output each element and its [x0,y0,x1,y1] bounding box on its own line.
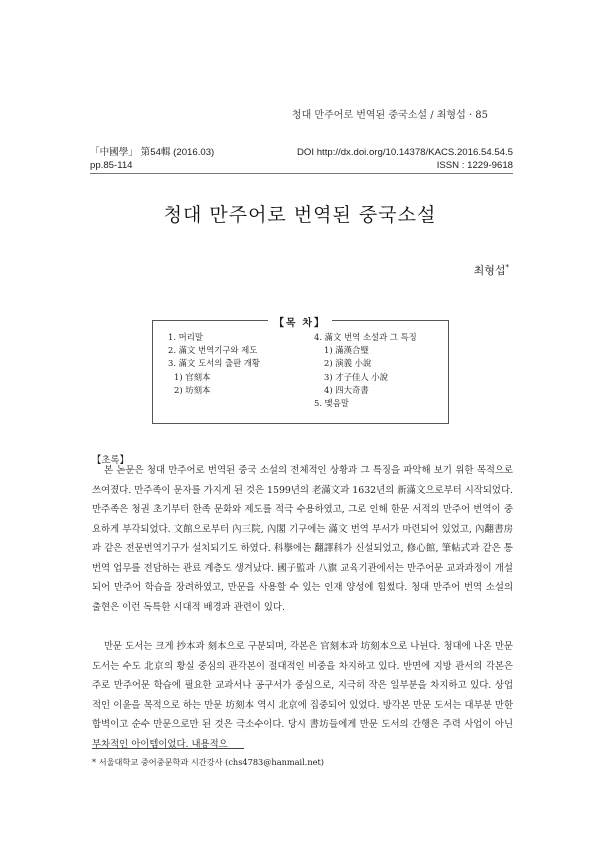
header-divider [90,173,513,174]
abstract-paragraph-2 [92,637,513,754]
abstract-paragraph-1 [92,461,513,617]
toc-subitem[interactable]: 2) 演義 小說 [324,358,372,369]
footnote-divider [92,748,244,749]
toc-item[interactable]: 4. 滿文 번역 소설과 그 특징 [314,332,417,342]
abstract-label: 【초록】 [92,455,129,466]
journal-info-right [297,146,513,172]
journal-pages: pp.85-114 [90,160,133,171]
paragraph-text: 본 논문은 청대 만주어로 번역된 중국 소설의 전체적인 상황과 그 특징을 파악해 보기 위한 목적으로 쓰여졌다. 만주족이 문자를 가지게 된 것은 1599년의 老滿文과 1632년의 新滿文으로부터 시작되었다. 만주족은 청권 초기부터 한족 문화와 제도를 적극 수용하였고, 그로 인해 한문 서적의 만주어 번역이 중요하게 부각되었다. 文館으로부터 內三院, 內閣 기구에는 滿文 번역 부서가 마련되어 있었고, 內翻書房과 같은 전문번역기구가 설치되기도 하였다. 科擧에는 翻譯科가 신설되었고, 修心館, 筆帖式과 같은 통번역 업무를 전담하는 관료 계층도 생겨났다. 國子監과 八旗 교육기관에서는 만주어문 교과과정이 개설되어 만주어 학습을 장려하였고, 만문을 사용할 수 있는 인재 양성에 힘썼다. 청대 만주어 번역 소설의 출현은 이런 독특한 시대적 배경과 관련이 있다. [92,465,513,613]
toc-subitem[interactable]: 4) 四大奇書 [324,384,369,395]
toc-item[interactable]: 2. 滿文 번역기구와 제도 [168,345,258,356]
paper-title: 청대 만주어로 번역된 중국소설 [163,204,437,226]
toc-item[interactable]: 5. 맺음말 [314,397,349,408]
toc-heading [0,311,600,330]
toc-subitem[interactable]: 3) 才子佳人 小說 [324,371,389,382]
paragraph-text: 만문 도서는 크게 抄本과 刻本으로 구분되며, 각본은 官刻本과 坊刻本으로 나뉜다. 청대에 나온 만문 도서는 수도 北京의 황실 중심의 관각본이 절대적인 비중을 차지하고 있다. 반면에 지방 관서의 각본은 주로 만주어문 학습에 필요한 교과서나 공구서가 중심으로, 지극히 작은 일부분을 차지하고 있다. 상업적인 이윤을 목적으로 하는 만문 坊刻本 역시 北京에 집중되어 있었다. 방각본 만문 도서는 대부분 만한합벽이고 순수 만문으로만 된 것은 극소수이다. 당시 書坊들에게 만문 도서의 간행은 주력 사업이 아닌 부차적인 아이템이었다. 내용적으 [92,641,513,750]
author [474,262,509,278]
journal-info-left [90,146,214,172]
toc-heading-label: 【목 차】 [268,318,332,329]
author-name: 최형섭 [473,264,506,277]
toc-left-column [168,331,260,397]
toc-right-column [314,331,417,410]
toc-item[interactable]: 3. 滿文 도서의 출판 개황 [168,358,261,369]
running-head: 청대 만주어로 번역된 중국소설 / 최형섭 · 85 [291,110,488,121]
doi-link[interactable]: DOI http://dx.doi.org/10.14378/KACS.2016.54.54.5 [296,147,513,158]
journal-citation: 「中國學」 第54輯 (2016.03) [90,147,215,158]
toc-subitem[interactable]: 1) 滿漢合璧 [324,345,369,356]
issn: ISSN : 1229-9618 [436,160,513,171]
toc-item[interactable]: 1. 머리말 [168,332,203,342]
author-footnote-mark: * [505,263,509,272]
toc-subitem[interactable]: 2) 坊刻本 [174,384,211,395]
toc-subitem[interactable]: 1) 官刻本 [174,371,211,382]
footnote: * 서울대학교 중어중문학과 시간강사 (chs4783@hanmail.net) [92,757,324,767]
